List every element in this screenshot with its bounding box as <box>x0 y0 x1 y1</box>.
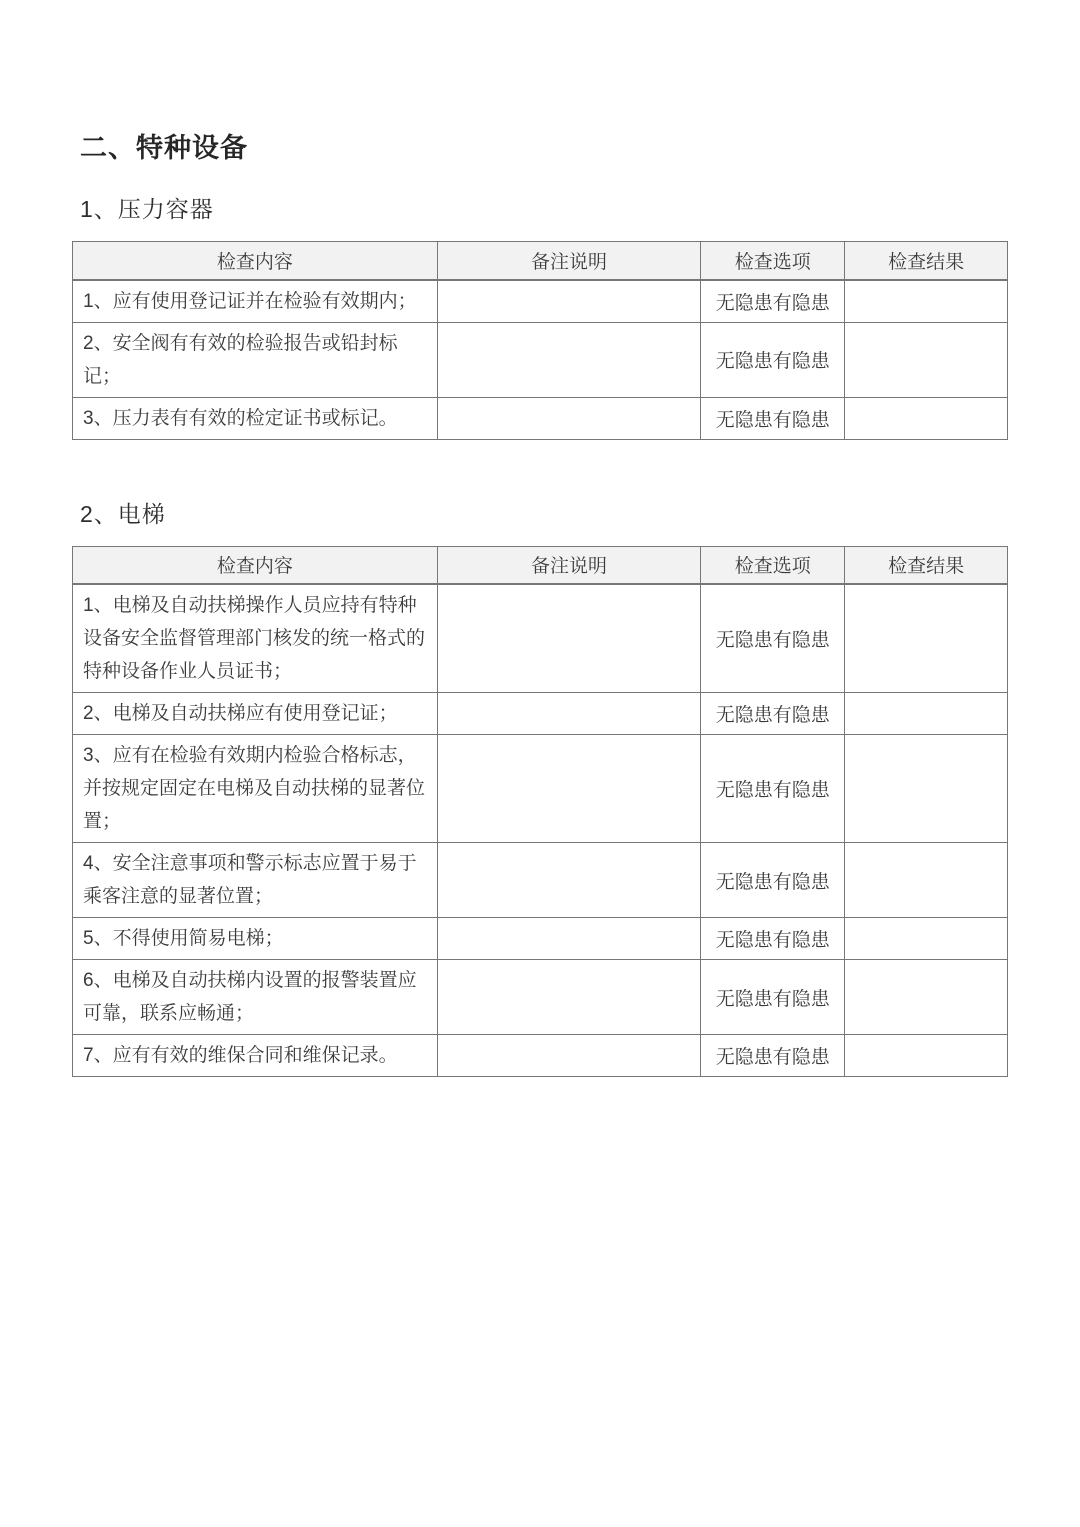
options-cell: 无隐患有隐患 <box>701 584 845 693</box>
table-row <box>73 322 1008 397</box>
check-content-cell: 1、应有使用登记证并在检验有效期内； <box>73 280 438 323</box>
table-header-row <box>73 242 1008 280</box>
section-title: 二、特种设备 <box>80 133 248 163</box>
check-content-cell: 3、应有在检验有效期内检验合格标志，并按规定固定在电梯及自动扶梯的显著位置； <box>73 735 438 843</box>
subsection-elevator <box>72 496 1008 1078</box>
pressure-vessel-inspection-table <box>72 241 1008 440</box>
elevator-inspection-table <box>72 546 1008 1078</box>
column-header-check-options: 检查选项 <box>701 546 845 584</box>
check-content-cell: 1、电梯及自动扶梯操作人员应持有特种设备安全监督管理部门核发的统一格式的特种设备作业人员证书； <box>73 584 438 693</box>
table-row <box>73 960 1008 1035</box>
options-cell: 无隐患有隐患 <box>701 1035 845 1077</box>
result-cell <box>845 584 1008 693</box>
result-cell <box>845 280 1008 323</box>
subsection-title-pressure-vessel: 1、压力容器 <box>80 196 214 222</box>
table-row <box>73 693 1008 735</box>
column-header-check-content: 检查内容 <box>73 546 438 584</box>
note-cell <box>437 918 701 960</box>
options-cell: 无隐患有隐患 <box>701 322 845 397</box>
result-cell <box>845 843 1008 918</box>
note-cell <box>437 693 701 735</box>
subsection-title-elevator: 2、电梯 <box>80 500 166 527</box>
table-row <box>73 584 1008 693</box>
table-row <box>73 843 1008 918</box>
column-header-note: 备注说明 <box>437 242 701 280</box>
check-content-cell: 6、电梯及自动扶梯内设置的报警装置应可靠，联系应畅通； <box>73 960 438 1035</box>
options-cell: 无隐患有隐患 <box>701 735 845 843</box>
options-cell: 无隐患有隐患 <box>701 918 845 960</box>
result-cell <box>845 397 1008 439</box>
check-content-cell: 2、安全阀有有效的检验报告或铅封标记； <box>73 322 438 397</box>
options-cell: 无隐患有隐患 <box>701 693 845 735</box>
check-content-cell: 3、压力表有有效的检定证书或标记。 <box>73 397 438 439</box>
column-header-check-result: 检查结果 <box>845 546 1008 584</box>
table-row <box>73 1035 1008 1077</box>
result-cell <box>845 735 1008 843</box>
check-content-cell: 2、电梯及自动扶梯应有使用登记证； <box>73 693 438 735</box>
result-cell <box>845 322 1008 397</box>
result-cell <box>845 960 1008 1035</box>
check-content-cell: 7、应有有效的维保合同和维保记录。 <box>73 1035 438 1077</box>
result-cell <box>845 693 1008 735</box>
note-cell <box>437 584 701 693</box>
note-cell <box>437 960 701 1035</box>
result-cell <box>845 918 1008 960</box>
options-cell: 无隐患有隐患 <box>701 843 845 918</box>
table-header-row <box>73 546 1008 584</box>
note-cell <box>437 1035 701 1077</box>
note-cell <box>437 280 701 323</box>
result-cell <box>845 1035 1008 1077</box>
table-row <box>73 918 1008 960</box>
options-cell: 无隐患有隐患 <box>701 280 845 323</box>
column-header-note: 备注说明 <box>437 546 701 584</box>
note-cell <box>437 397 701 439</box>
column-header-check-options: 检查选项 <box>701 242 845 280</box>
table-row <box>73 397 1008 439</box>
note-cell <box>437 322 701 397</box>
column-header-check-result: 检查结果 <box>845 242 1008 280</box>
options-cell: 无隐患有隐患 <box>701 960 845 1035</box>
note-cell <box>437 735 701 843</box>
note-cell <box>437 843 701 918</box>
check-content-cell: 5、不得使用简易电梯； <box>73 918 438 960</box>
options-cell: 无隐患有隐患 <box>701 397 845 439</box>
table-row <box>73 735 1008 843</box>
check-content-cell: 4、安全注意事项和警示标志应置于易于乘客注意的显著位置； <box>73 843 438 918</box>
column-header-check-content: 检查内容 <box>73 242 438 280</box>
subsection-pressure-vessel <box>72 191 1008 440</box>
table-row <box>73 280 1008 323</box>
